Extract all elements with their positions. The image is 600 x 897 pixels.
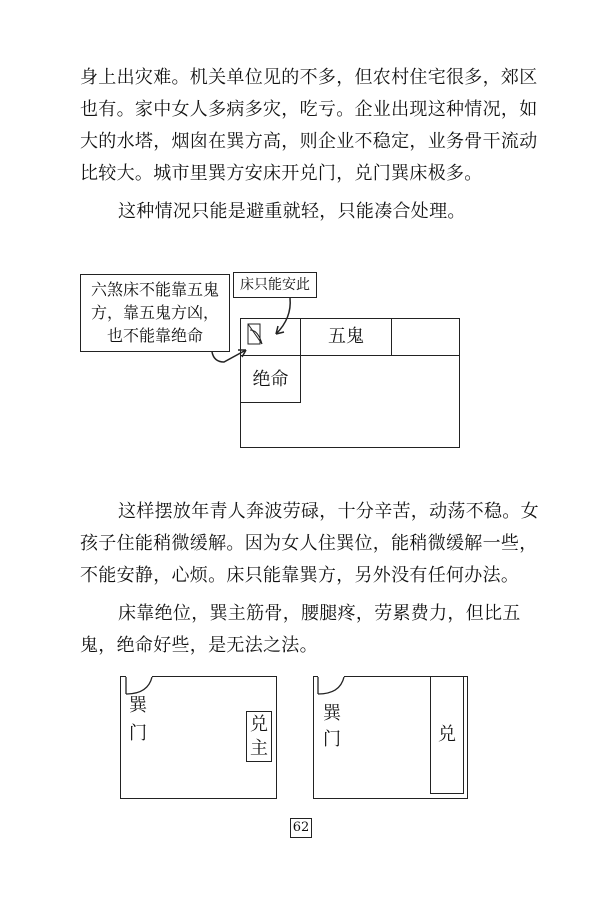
door-label-right-1: 巽 (323, 703, 341, 724)
paragraph-4: 床靠绝位，巽主筋骨，腰腿疼，劳累费力，但比五鬼，绝命好些，是无法之法。 (80, 603, 521, 656)
door-label-right-2: 门 (323, 729, 341, 750)
paragraph-2: 这种情况只能是避重就轻，只能凑合处理。 (118, 201, 466, 222)
bed-label-left-2: 主 (250, 738, 268, 759)
callout-left-line-3: 也不能靠绝命 (106, 326, 203, 345)
door-label-left-1: 巽 (129, 695, 147, 716)
page-number: 62 (290, 818, 312, 838)
bed-label-left-1: 兑 (250, 714, 268, 735)
callout-left-line-1: 六煞床不能靠五鬼 (90, 280, 219, 299)
paragraph-3: 这样摆放年青人奔波劳碌，十分辛苦，动荡不稳。女孩子住能稍微缓解。因为女人住巽位，能稍微缓解一些，不能安静，心烦。床只能靠巽方，另外没有任何办法。 (80, 501, 539, 586)
room-wugui-label: 五鬼 (328, 326, 364, 347)
bed-label-right: 兑 (438, 724, 456, 745)
room-jueming-label: 绝命 (252, 369, 289, 390)
callout-right-text: 床只能安此 (240, 277, 310, 293)
callout-left-line-2: 方，靠五鬼方凶， (90, 303, 219, 322)
door-icon (318, 677, 344, 694)
paragraph-1: 身上出灾难。机关单位见的不多，但农村住宅很多，郊区也有。家中女人多病多灾，吃亏。企业出现这种情况，如大的水塔，烟囱在巽方高，则企业不稳定，业务骨干流动比较大。城市里巽方安床开兑门，兑门巽床极多。 (80, 67, 538, 184)
door-label-left-2: 门 (129, 723, 147, 744)
